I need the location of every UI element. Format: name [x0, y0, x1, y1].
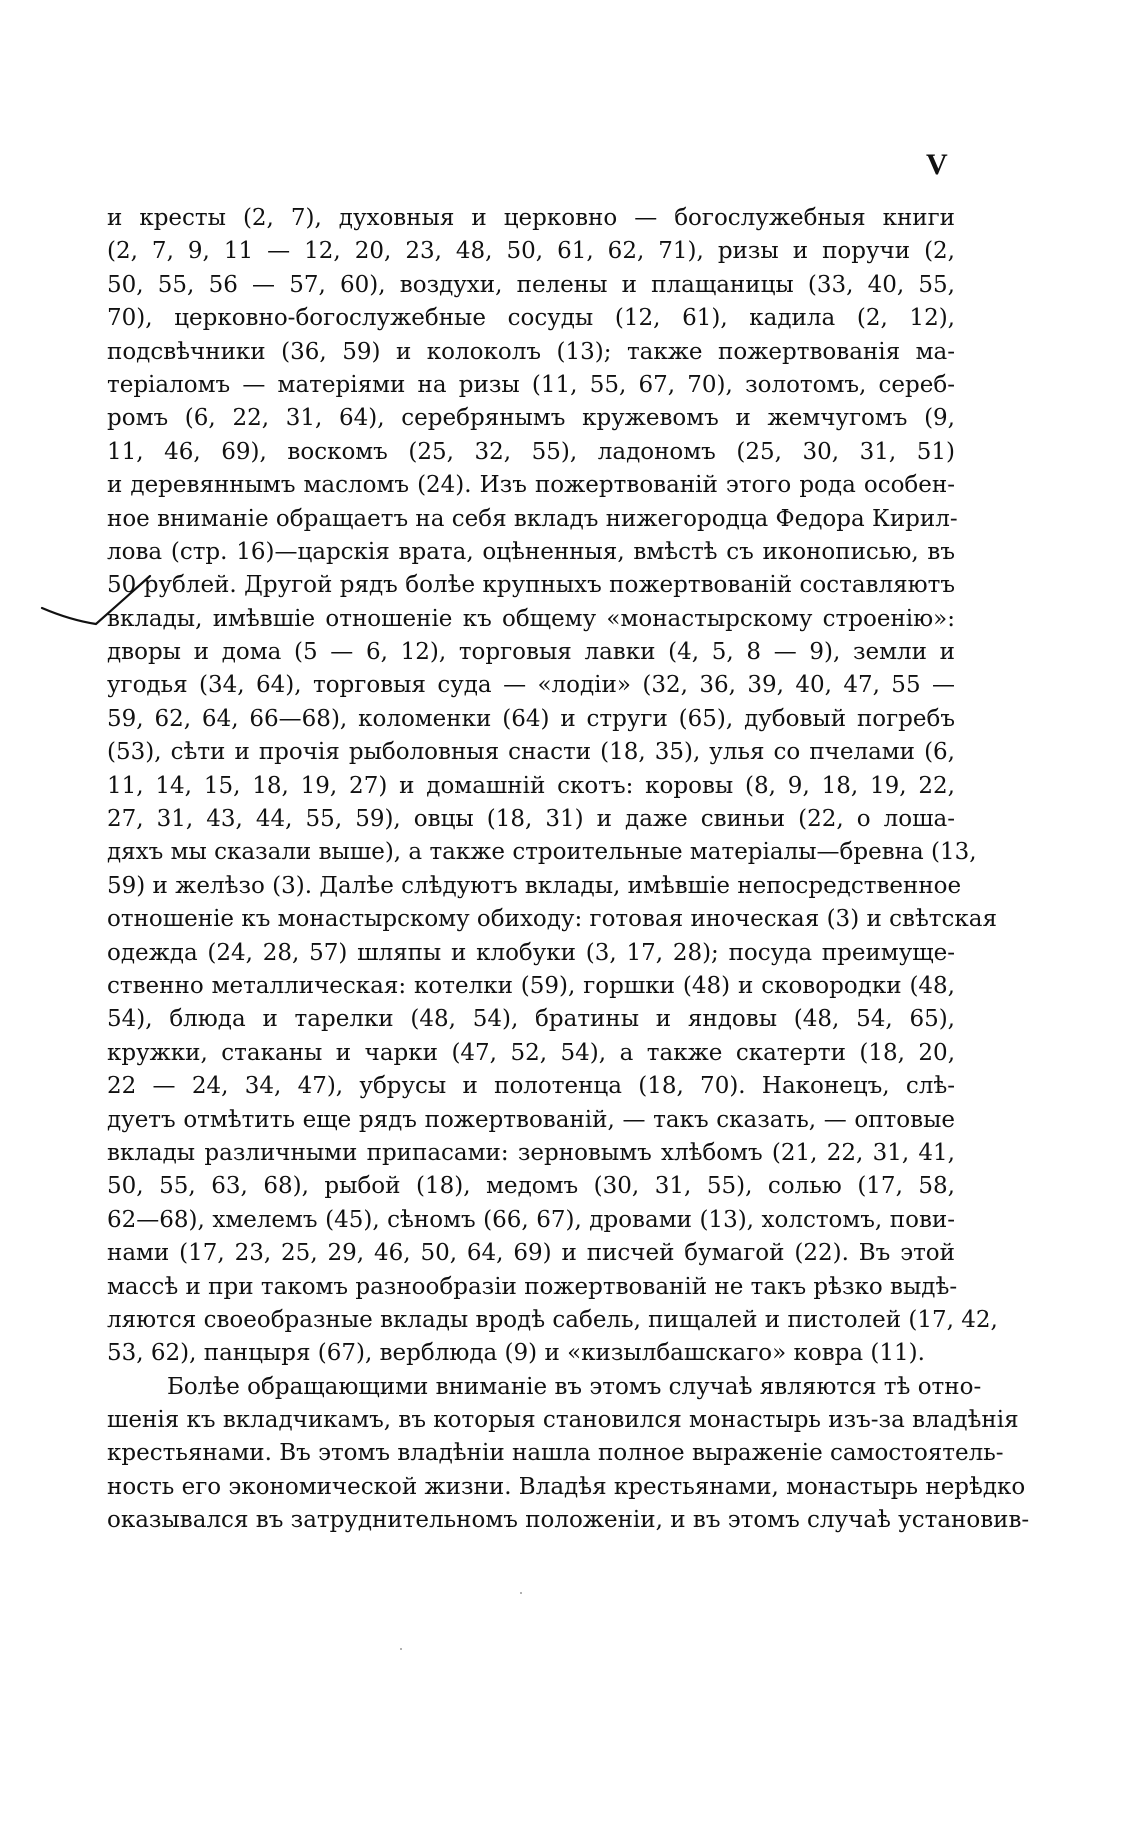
- text-line: 27, 31, 43, 44, 55, 59), овцы (18, 31) и даже свиньи (22, о лоша-: [107, 806, 955, 833]
- text-line: 54), блюда и тарелки (48, 54), братины и яндовы (48, 54, 65),: [107, 1006, 955, 1033]
- text-line: оказывался въ затруднительномъ положеніи, и въ этомъ случаѣ установив-: [107, 1507, 1030, 1534]
- text-line: 62—68), хмелемъ (45), сѣномъ (66, 67), дровами (13), холстомъ, пови-: [107, 1206, 955, 1233]
- text-line: вклады, имѣвшіе отношеніе къ общему «монастырскому строенію»:: [107, 605, 955, 632]
- text-line: 59) и желѣзо (3). Далѣе слѣдуютъ вклады, имѣвшіе непосредственное: [107, 872, 962, 899]
- text-line: 59, 62, 64, 66—68), коломенки (64) и струги (65), дубовый погребъ: [107, 705, 955, 732]
- scan-speck: [520, 1592, 522, 1594]
- text-line: (53), сѣти и прочія рыболовныя снасти (18, 35), улья со пчелами (6,: [107, 739, 955, 766]
- text-line: 70), церковно-богослужебные сосуды (12, 61), кадила (2, 12),: [107, 305, 955, 332]
- text-line: 50 рублей. Другой рядъ болѣе крупныхъ пожертвованій составляютъ: [107, 572, 955, 599]
- body-text: [107, 202, 1030, 1538]
- text-line: ственно металлическая: котелки (59), горшки (48) и сковородки (48,: [107, 972, 955, 999]
- page-number: V: [926, 148, 948, 181]
- scan-speck: [400, 1648, 402, 1650]
- text-line: крестьянами. Въ этомъ владѣніи нашла полное выраженіе самостоятель-: [107, 1440, 1004, 1467]
- text-line: нами (17, 23, 25, 29, 46, 50, 64, 69) и писчей бумагой (22). Въ этой: [107, 1240, 955, 1267]
- text-line: отношеніе къ монастырскому обиходу: готовая иноческая (3) и свѣтская: [107, 906, 998, 933]
- text-line: и кресты (2, 7), духовныя и церковно — богослужебныя книги: [107, 205, 955, 231]
- text-line: 22 — 24, 34, 47), убрусы и полотенца (18, 70). Наконецъ, слѣ-: [107, 1073, 955, 1100]
- text-line: 11, 14, 15, 18, 19, 27) и домашній скотъ: коровы (8, 9, 18, 19, 22,: [107, 772, 955, 799]
- text-line: подсвѣчники (36, 59) и колоколъ (13); также пожертвованія ма-: [107, 338, 955, 365]
- text-line: дяхъ мы сказали выше), а также строительные матеріалы—бревна (13,: [107, 839, 977, 866]
- text-line: 50, 55, 56 — 57, 60), воздухи, пелены и плащаницы (33, 40, 55,: [107, 271, 955, 298]
- text-line: ное вниманіе обращаетъ на себя вкладъ нижегородца Федора Кирил-: [107, 505, 958, 532]
- text-line: вклады различными припасами: зерновымъ хлѣбомъ (21, 22, 31, 41,: [107, 1139, 955, 1166]
- text-line: лова (стр. 16)—царскія врата, оцѣненныя, вмѣстѣ съ иконописью, въ: [107, 538, 955, 565]
- text-line: ляются своеобразные вклады вродѣ сабель, пищалей и пистолей (17, 42,: [107, 1306, 998, 1333]
- text-line: дуетъ отмѣтить еще рядъ пожертвованій, — такъ сказать, — оптовые: [107, 1106, 955, 1133]
- text-line: 11, 46, 69), воскомъ (25, 32, 55), ладономъ (25, 30, 31, 51): [107, 438, 955, 465]
- text-line: кружки, стаканы и чарки (47, 52, 54), а также скатерти (18, 20,: [107, 1039, 955, 1066]
- text-line: Болѣе обращающими вниманіе въ этомъ случаѣ являются тѣ отно-: [167, 1373, 982, 1400]
- text-line: дворы и дома (5 — 6, 12), торговыя лавки (4, 5, 8 — 9), земли и: [107, 639, 955, 666]
- text-line: 50, 55, 63, 68), рыбой (18), медомъ (30, 31, 55), солью (17, 58,: [107, 1173, 955, 1200]
- text-line: ромъ (6, 22, 31, 64), серебрянымъ кружевомъ и жемчугомъ (9,: [107, 405, 955, 432]
- text-line: шенія къ вкладчикамъ, въ которыя становился монастырь изъ-за владѣнія: [107, 1407, 1019, 1434]
- text-line: одежда (24, 28, 57) шляпы и клобуки (3, 17, 28); посуда преимуще-: [107, 939, 955, 966]
- text-line: угодья (34, 64), торговыя суда — «лодіи» (32, 36, 39, 40, 47, 55 —: [107, 672, 955, 699]
- text-line: массѣ и при такомъ разнообразіи пожертвованій не такъ рѣзко выдѣ-: [107, 1273, 958, 1300]
- text-line: и деревяннымъ масломъ (24). Изъ пожертвованій этого рода особен-: [107, 472, 955, 499]
- text-line: ность его экономической жизни. Владѣя крестьянами, монастырь нерѣдко: [107, 1473, 1026, 1500]
- text-line: теріаломъ — матеріями на ризы (11, 55, 67, 70), золотомъ, сереб-: [107, 371, 955, 398]
- margin-pen-mark: [40, 568, 190, 638]
- text-line: 53, 62), панцыря (67), верблюда (9) и «кизылбашскаго» ковра (11).: [107, 1340, 925, 1367]
- text-line: (2, 7, 9, 11 — 12, 20, 23, 48, 50, 61, 62, 71), ризы и поручи (2,: [107, 238, 955, 265]
